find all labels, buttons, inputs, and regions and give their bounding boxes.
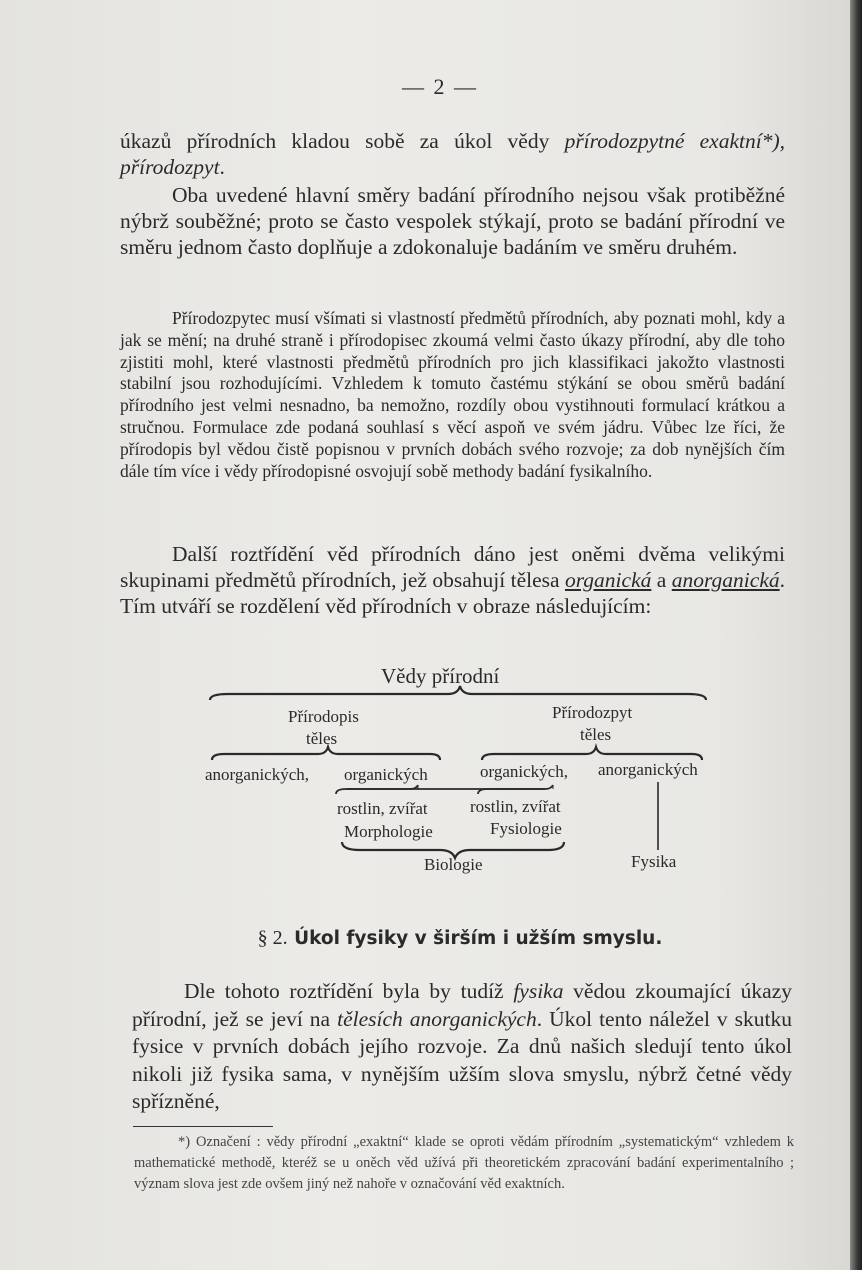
left-branch-label-1: Přírodopis <box>288 707 359 726</box>
row4-label-2: rostlin, zvířat <box>470 797 561 816</box>
small-para-text: Přírodozpytec musí všímati si vlastností předmětů přírodních, aby poznati mohl, kdy a jak se mění; na druhé straně i přírodopisec zkoumá velmi často úkazy přírodní, aby dle toho zjistiti mohl, které vlastnosti předmětů přírodních pro jich klassifikaci jakožto vlastnosti stabilní jsou rozhodujícími. Vzhledem k tomuto častému stýkání se obou směrů badání přírodního jest velmi nesnadno, ba nemožno, rozdíly obou vystihnouti formulací krátkou a stručnou. Formulace zde podaná souhlasí s věcí aspoň ve svém jádru. Vůbec lze říci, že přírodopis byl vědou čistě popisnou v prvních dobách svého rozvoje; za dob nynějších čím dále tím více i vědy přírodopisné osvojují sobě methody badání fysikalního. <box>120 308 785 481</box>
paragraph-4 <box>132 978 792 1116</box>
left-branch-label-2: těles <box>306 729 338 748</box>
para4-text-a: Dle tohoto roztřídění byla by tudíž <box>184 979 514 1003</box>
footnote-text: *) Označení : vědy přírodní „exaktní“ klade se oproti vědám přírodním „systematickým“ vzhledem k mathematické methodě, kteréž se u oněch věd užívá při theoretickém zpracování badání experimentalního ; význam slova jest zde ovšem jiný než nahoře v označování věd exaktních. <box>134 1134 794 1192</box>
book-spine-shadow <box>850 0 862 1270</box>
para3-anorganicka: anorganická <box>671 568 780 592</box>
row5-label-2: Fysiologie <box>490 819 562 838</box>
para3-text-c: . Tím utváří se rozdělení věd přírodních v obraze následujícím: <box>120 568 785 618</box>
right-branch-label-2: těles <box>580 725 612 744</box>
row5-label-1: Morphologie <box>344 822 433 841</box>
para3-organicka: organická <box>564 568 652 592</box>
para4-telesich: tělesích anorganických <box>337 1006 537 1031</box>
fysika-label: Fysika <box>631 852 677 871</box>
para3-text-b: a <box>651 568 672 592</box>
para4-text-b: vědou zkoumající úkazy přírodní, jež se jeví na <box>132 979 792 1031</box>
para1-end: . <box>219 155 225 179</box>
paragraph-1 <box>120 128 785 180</box>
section-title: Úkol fysiky v širším i užším smyslu. <box>294 928 663 949</box>
para4-text-c: . Úkol tento náležel v skutku fysice v prvních dobách jejího rozvoje. Za dnů našich sledují tento úkol nikoli již fysika sama, v nynějším užším slova smyslu, nýbrž četné vědy spřízněné, <box>132 1006 792 1113</box>
para1-text: úkazů přírodních kladou sobě za úkol vědy <box>120 129 565 153</box>
para1-italic: přírodozpytné exaktní*), přírodozpyt <box>120 129 785 179</box>
para3-text-a: Další roztřídění věd přírodních dáno jest oněmi dvěma velikými skupinami předmětů přírodních, jež obsahují tělesa <box>120 542 785 592</box>
page-number: — 2 — <box>402 74 478 99</box>
row3-label-2: organických <box>344 765 428 784</box>
paragraph-3 <box>120 541 785 619</box>
section-heading <box>0 927 862 950</box>
footnote-rule <box>133 1126 273 1127</box>
row4-label-1: rostlin, zvířat <box>337 799 428 818</box>
para2-text: Oba uvedené hlavní směry badání přírodního nejsou však protiběžné nýbrž souběžné; proto se často vespolek stýkají, proto se badání přírodní ve směru jednom často doplňuje a zdokonaluje badáním ve směru druhém. <box>120 183 785 259</box>
footnote <box>134 1132 794 1195</box>
section-number: § 2. <box>257 927 288 949</box>
diagram-root-label: Vědy přírodní <box>381 664 500 688</box>
small-print-paragraph <box>120 308 785 482</box>
row3-label-4: anorganických <box>598 760 698 779</box>
biologie-label: Biologie <box>424 855 483 874</box>
right-branch-label-1: Přírodozpyt <box>552 703 633 722</box>
para4-fysika: fysika <box>513 979 564 1003</box>
row3-label-1: anorganických, <box>205 765 310 784</box>
paragraph-2 <box>120 182 785 260</box>
row3-label-3: organických, <box>480 762 568 781</box>
